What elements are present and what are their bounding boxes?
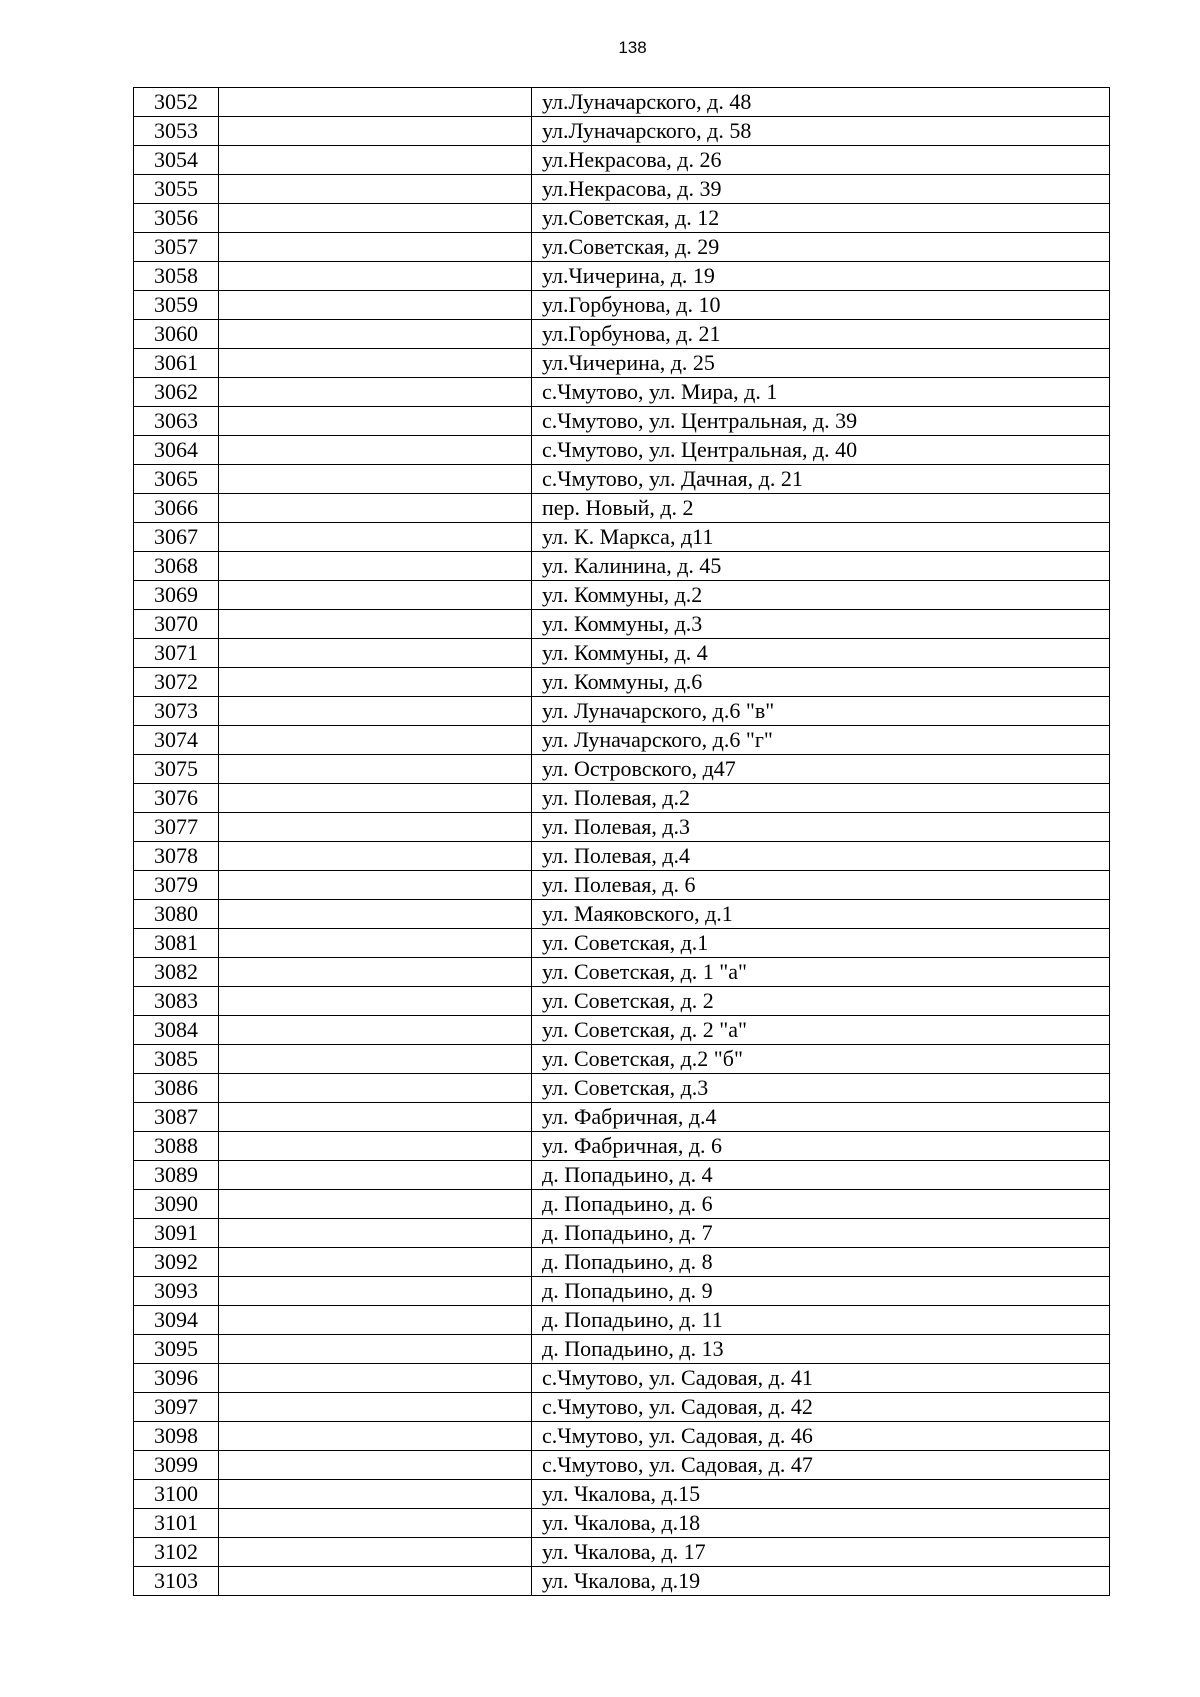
empty-cell (219, 349, 532, 378)
empty-cell (219, 465, 532, 494)
table-row (134, 523, 1110, 552)
empty-cell (219, 1277, 532, 1306)
empty-cell (219, 1538, 532, 1567)
empty-cell (219, 88, 532, 117)
table-row (134, 233, 1110, 262)
empty-cell (219, 842, 532, 871)
row-number-cell: 3064 (134, 436, 219, 465)
row-number-cell: 3052 (134, 88, 219, 117)
address-cell: ул. Коммуны, д.2 (532, 581, 1110, 610)
row-number-cell: 3070 (134, 610, 219, 639)
table-row (134, 1074, 1110, 1103)
address-cell: ул. Советская, д. 1 "а" (532, 958, 1110, 987)
table-row (134, 1538, 1110, 1567)
empty-cell (219, 233, 532, 262)
address-cell: ул. Советская, д. 2 "а" (532, 1016, 1110, 1045)
empty-cell (219, 1422, 532, 1451)
empty-cell (219, 726, 532, 755)
table-row (134, 1567, 1110, 1596)
address-cell: д. Попадьино, д. 9 (532, 1277, 1110, 1306)
row-number-cell: 3059 (134, 291, 219, 320)
address-cell: ул. Маяковского, д.1 (532, 900, 1110, 929)
address-cell: д. Попадьино, д. 6 (532, 1190, 1110, 1219)
address-cell: д. Попадьино, д. 4 (532, 1161, 1110, 1190)
row-number-cell: 3074 (134, 726, 219, 755)
empty-cell (219, 697, 532, 726)
row-number-cell: 3061 (134, 349, 219, 378)
row-number-cell: 3092 (134, 1248, 219, 1277)
row-number-cell: 3063 (134, 407, 219, 436)
table-row (134, 1306, 1110, 1335)
empty-cell (219, 1364, 532, 1393)
address-cell: с.Чмутово, ул. Центральная, д. 40 (532, 436, 1110, 465)
empty-cell (219, 1393, 532, 1422)
row-number-cell: 3103 (134, 1567, 219, 1596)
table-row (134, 1364, 1110, 1393)
row-number-cell: 3068 (134, 552, 219, 581)
row-number-cell: 3056 (134, 204, 219, 233)
row-number-cell: 3101 (134, 1509, 219, 1538)
row-number-cell: 3096 (134, 1364, 219, 1393)
table-row (134, 407, 1110, 436)
row-number-cell: 3060 (134, 320, 219, 349)
address-cell: ул. Полевая, д.3 (532, 813, 1110, 842)
address-cell: ул. Чкалова, д. 17 (532, 1538, 1110, 1567)
table-row (134, 204, 1110, 233)
address-cell: ул.Чичерина, д. 19 (532, 262, 1110, 291)
empty-cell (219, 1074, 532, 1103)
address-cell: ул. Калинина, д. 45 (532, 552, 1110, 581)
address-cell: ул. Советская, д. 2 (532, 987, 1110, 1016)
row-number-cell: 3084 (134, 1016, 219, 1045)
address-cell: ул. Полевая, д.4 (532, 842, 1110, 871)
empty-cell (219, 1103, 532, 1132)
address-cell: ул. Чкалова, д.15 (532, 1480, 1110, 1509)
address-cell: ул. Фабричная, д. 6 (532, 1132, 1110, 1161)
row-number-cell: 3066 (134, 494, 219, 523)
address-cell: ул. Полевая, д.2 (532, 784, 1110, 813)
row-number-cell: 3069 (134, 581, 219, 610)
row-number-cell: 3090 (134, 1190, 219, 1219)
row-number-cell: 3072 (134, 668, 219, 697)
table-row (134, 1248, 1110, 1277)
address-cell: с.Чмутово, ул. Дачная, д. 21 (532, 465, 1110, 494)
address-cell: д. Попадьино, д. 11 (532, 1306, 1110, 1335)
empty-cell (219, 146, 532, 175)
table-row (134, 1161, 1110, 1190)
address-cell: ул.Горбунова, д. 10 (532, 291, 1110, 320)
empty-cell (219, 610, 532, 639)
empty-cell (219, 1132, 532, 1161)
row-number-cell: 3073 (134, 697, 219, 726)
empty-cell (219, 987, 532, 1016)
table-row (134, 320, 1110, 349)
empty-cell (219, 378, 532, 407)
empty-cell (219, 1016, 532, 1045)
table-row (134, 726, 1110, 755)
empty-cell (219, 204, 532, 233)
row-number-cell: 3097 (134, 1393, 219, 1422)
table-row (134, 349, 1110, 378)
row-number-cell: 3093 (134, 1277, 219, 1306)
empty-cell (219, 639, 532, 668)
row-number-cell: 3062 (134, 378, 219, 407)
address-cell: ул. Чкалова, д.19 (532, 1567, 1110, 1596)
address-cell: ул. К. Маркса, д11 (532, 523, 1110, 552)
row-number-cell: 3077 (134, 813, 219, 842)
table-row (134, 1190, 1110, 1219)
empty-cell (219, 1306, 532, 1335)
table-row (134, 610, 1110, 639)
row-number-cell: 3076 (134, 784, 219, 813)
empty-cell (219, 436, 532, 465)
table-row (134, 987, 1110, 1016)
table-row (134, 175, 1110, 204)
row-number-cell: 3054 (134, 146, 219, 175)
address-cell: с.Чмутово, ул. Центральная, д. 39 (532, 407, 1110, 436)
empty-cell (219, 175, 532, 204)
row-number-cell: 3057 (134, 233, 219, 262)
address-cell: ул.Горбунова, д. 21 (532, 320, 1110, 349)
row-number-cell: 3099 (134, 1451, 219, 1480)
empty-cell (219, 668, 532, 697)
address-cell: д. Попадьино, д. 7 (532, 1219, 1110, 1248)
address-cell: с.Чмутово, ул. Садовая, д. 41 (532, 1364, 1110, 1393)
address-cell: ул. Коммуны, д. 4 (532, 639, 1110, 668)
address-cell: ул.Луначарского, д. 48 (532, 88, 1110, 117)
address-cell: ул. Советская, д.3 (532, 1074, 1110, 1103)
empty-cell (219, 552, 532, 581)
address-cell: д. Попадьино, д. 8 (532, 1248, 1110, 1277)
address-cell: с.Чмутово, ул. Мира, д. 1 (532, 378, 1110, 407)
table-row (134, 668, 1110, 697)
address-cell: ул.Советская, д. 29 (532, 233, 1110, 262)
empty-cell (219, 320, 532, 349)
table-row (134, 929, 1110, 958)
row-number-cell: 3071 (134, 639, 219, 668)
table-row (134, 755, 1110, 784)
table-row (134, 784, 1110, 813)
row-number-cell: 3075 (134, 755, 219, 784)
address-table (133, 87, 1110, 1596)
row-number-cell: 3080 (134, 900, 219, 929)
row-number-cell: 3100 (134, 1480, 219, 1509)
table-row (134, 639, 1110, 668)
empty-cell (219, 1567, 532, 1596)
table-row (134, 1393, 1110, 1422)
table-row (134, 378, 1110, 407)
row-number-cell: 3094 (134, 1306, 219, 1335)
table-row (134, 465, 1110, 494)
table-row (134, 1219, 1110, 1248)
address-cell: с.Чмутово, ул. Садовая, д. 47 (532, 1451, 1110, 1480)
empty-cell (219, 1480, 532, 1509)
table-row (134, 262, 1110, 291)
empty-cell (219, 291, 532, 320)
table-row (134, 871, 1110, 900)
table-row (134, 291, 1110, 320)
address-cell: ул.Некрасова, д. 26 (532, 146, 1110, 175)
empty-cell (219, 813, 532, 842)
empty-cell (219, 1219, 532, 1248)
row-number-cell: 3088 (134, 1132, 219, 1161)
empty-cell (219, 523, 532, 552)
empty-cell (219, 1045, 532, 1074)
row-number-cell: 3083 (134, 987, 219, 1016)
empty-cell (219, 1190, 532, 1219)
table-row (134, 1132, 1110, 1161)
empty-cell (219, 1248, 532, 1277)
table-row (134, 813, 1110, 842)
table-row (134, 436, 1110, 465)
empty-cell (219, 1451, 532, 1480)
empty-cell (219, 871, 532, 900)
row-number-cell: 3089 (134, 1161, 219, 1190)
address-cell: ул.Луначарского, д. 58 (532, 117, 1110, 146)
empty-cell (219, 1161, 532, 1190)
address-cell: ул. Советская, д.2 "б" (532, 1045, 1110, 1074)
table-row (134, 697, 1110, 726)
address-cell: ул.Чичерина, д. 25 (532, 349, 1110, 378)
address-cell: ул.Некрасова, д. 39 (532, 175, 1110, 204)
row-number-cell: 3067 (134, 523, 219, 552)
empty-cell (219, 494, 532, 523)
address-cell: ул. Чкалова, д.18 (532, 1509, 1110, 1538)
row-number-cell: 3053 (134, 117, 219, 146)
table-row (134, 1422, 1110, 1451)
empty-cell (219, 117, 532, 146)
empty-cell (219, 958, 532, 987)
address-cell: ул. Коммуны, д.6 (532, 668, 1110, 697)
row-number-cell: 3078 (134, 842, 219, 871)
table-row (134, 88, 1110, 117)
row-number-cell: 3079 (134, 871, 219, 900)
table-row (134, 958, 1110, 987)
empty-cell (219, 581, 532, 610)
table-row (134, 494, 1110, 523)
address-cell: ул. Островского, д47 (532, 755, 1110, 784)
table-row (134, 1103, 1110, 1132)
row-number-cell: 3091 (134, 1219, 219, 1248)
address-cell: ул. Луначарского, д.6 "г" (532, 726, 1110, 755)
empty-cell (219, 1335, 532, 1364)
empty-cell (219, 784, 532, 813)
table-row (134, 1016, 1110, 1045)
empty-cell (219, 262, 532, 291)
address-cell: ул.Советская, д. 12 (532, 204, 1110, 233)
table-row (134, 1451, 1110, 1480)
empty-cell (219, 407, 532, 436)
address-cell: ул. Советская, д.1 (532, 929, 1110, 958)
table-row (134, 117, 1110, 146)
row-number-cell: 3098 (134, 1422, 219, 1451)
address-cell: с.Чмутово, ул. Садовая, д. 42 (532, 1393, 1110, 1422)
row-number-cell: 3065 (134, 465, 219, 494)
table-body (134, 88, 1110, 1596)
address-cell: с.Чмутово, ул. Садовая, д. 46 (532, 1422, 1110, 1451)
row-number-cell: 3082 (134, 958, 219, 987)
row-number-cell: 3055 (134, 175, 219, 204)
address-cell: пер. Новый, д. 2 (532, 494, 1110, 523)
empty-cell (219, 929, 532, 958)
table-row (134, 1277, 1110, 1306)
empty-cell (219, 755, 532, 784)
address-cell: ул. Полевая, д. 6 (532, 871, 1110, 900)
row-number-cell: 3095 (134, 1335, 219, 1364)
page-number: 138 (618, 38, 647, 57)
empty-cell (219, 1509, 532, 1538)
table-row (134, 552, 1110, 581)
table-row (134, 146, 1110, 175)
address-cell: ул. Коммуны, д.3 (532, 610, 1110, 639)
table-row (134, 900, 1110, 929)
table-row (134, 1045, 1110, 1074)
row-number-cell: 3058 (134, 262, 219, 291)
address-cell: ул. Фабричная, д.4 (532, 1103, 1110, 1132)
empty-cell (219, 900, 532, 929)
row-number-cell: 3085 (134, 1045, 219, 1074)
table-row (134, 1335, 1110, 1364)
table-row (134, 581, 1110, 610)
table-row (134, 1509, 1110, 1538)
table-row (134, 842, 1110, 871)
address-cell: ул. Луначарского, д.6 "в" (532, 697, 1110, 726)
row-number-cell: 3086 (134, 1074, 219, 1103)
table-row (134, 1480, 1110, 1509)
row-number-cell: 3087 (134, 1103, 219, 1132)
address-cell: д. Попадьино, д. 13 (532, 1335, 1110, 1364)
row-number-cell: 3081 (134, 929, 219, 958)
row-number-cell: 3102 (134, 1538, 219, 1567)
